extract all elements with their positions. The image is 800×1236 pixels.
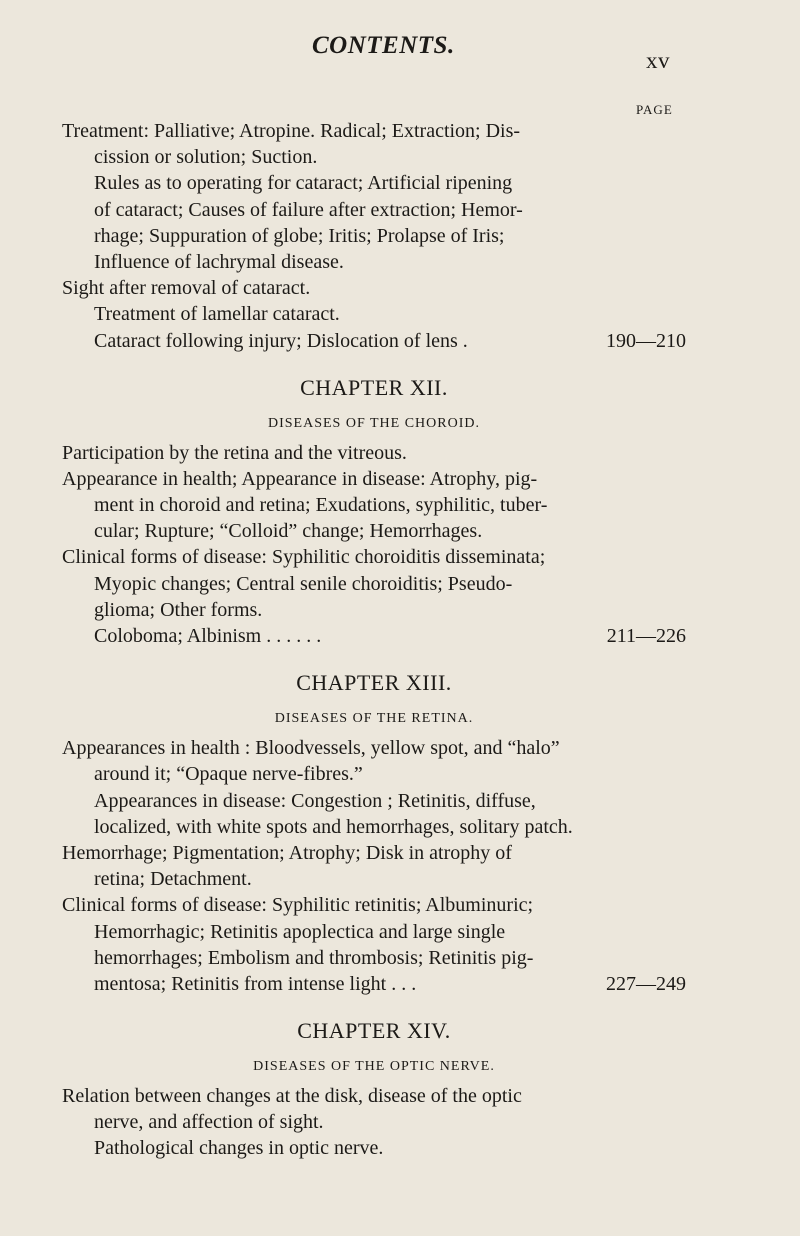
toc-page-range: 190—210 — [606, 329, 686, 352]
toc-entry-text: Clinical forms of disease: Syphilitic retinitis; Albuminuric; — [62, 894, 534, 917]
toc-line — [62, 919, 686, 945]
toc-entry-text: Clinical forms of disease: Syphilitic choroiditis disseminata; — [62, 546, 546, 569]
toc-line — [62, 761, 686, 787]
toc-entry-text: Treatment of lamellar cataract. — [94, 303, 340, 326]
toc-entry-text: ment in choroid and retina; Exudations, syphilitic, tuber- — [94, 494, 548, 517]
chapter-subtitle: DISEASES OF THE OPTIC NERVE. — [253, 1059, 495, 1075]
toc-entry-text: mentosa; Retinitis from intense light . . . — [94, 972, 417, 995]
toc-entry-text: Appearances in disease: Congestion ; Retinitis, diffuse, — [94, 789, 536, 812]
toc-entry-text: Coloboma; Albinism . . . . . . — [94, 625, 322, 647]
toc-line — [62, 840, 686, 866]
chapter-subtitle: DISEASES OF THE RETINA. — [274, 711, 474, 727]
running-title: CONTENTS. — [312, 32, 455, 59]
toc-entry-text: Rules as to operating for cataract; Artificial ripening — [94, 172, 513, 195]
toc-line — [62, 170, 686, 196]
toc-entry-text: Influence of lachrymal disease. — [94, 250, 344, 273]
toc-entry-text: Myopic changes; Central senile choroiditis; Pseudo- — [94, 572, 513, 595]
toc-line — [62, 623, 686, 649]
toc-entry-text: around it; “Opaque nerve-fibres.” — [94, 763, 363, 786]
toc-entry-text: glioma; Other forms. — [94, 598, 263, 621]
toc-entry-text: localized, with white spots and hemorrhages, solitary patch. — [94, 815, 573, 838]
toc-entry-text: Hemorrhage; Pigmentation; Atrophy; Disk in atrophy of — [62, 841, 512, 864]
toc-line — [62, 597, 686, 623]
toc-line — [62, 144, 686, 170]
toc-line — [62, 1109, 686, 1135]
toc-line — [62, 1083, 686, 1109]
toc-entry-text: Appearances in health : Bloodvessels, yellow spot, and “halo” — [62, 737, 560, 760]
toc-line — [62, 788, 686, 814]
chapter-heading: CHAPTER XIII. — [296, 670, 452, 696]
toc-page-range: 227—249 — [606, 972, 686, 995]
toc-entry-text: of cataract; Causes of failure after extraction; Hemor- — [94, 198, 523, 221]
toc-line — [62, 466, 686, 492]
toc-line — [62, 866, 686, 892]
toc-line — [62, 518, 686, 544]
toc-line — [62, 328, 686, 354]
chapter-heading: CHAPTER XII. — [300, 374, 448, 400]
toc-line — [62, 275, 686, 301]
toc-page-range: 211—226 — [606, 625, 686, 647]
toc-entry-text: cular; Rupture; “Colloid” change; Hemorrhages. — [94, 520, 483, 543]
page-column-heading: PAGE — [636, 102, 673, 117]
toc-line — [62, 814, 686, 840]
toc-line — [62, 118, 686, 144]
page-number: xv — [646, 48, 670, 73]
toc-entry-text: Sight after removal of cataract. — [62, 277, 311, 300]
table-of-contents — [62, 118, 686, 1162]
toc-entry-text: Appearance in health; Appearance in disease: Atrophy, pig- — [62, 467, 538, 490]
toc-line — [62, 223, 686, 249]
toc-line — [62, 301, 686, 327]
toc-line — [62, 735, 686, 761]
toc-line — [62, 544, 686, 570]
toc-line — [62, 249, 686, 275]
toc-line — [62, 945, 686, 971]
toc-entry-text: Treatment: Palliative; Atropine. Radical; Extraction; Dis- — [62, 120, 521, 142]
toc-entry-text: Pathological changes in optic nerve. — [94, 1137, 384, 1160]
toc-entry-text: hemorrhages; Embolism and thrombosis; Retinitis pig- — [94, 946, 534, 969]
toc-line — [62, 571, 686, 597]
toc-entry-text: nerve, and affection of sight. — [94, 1111, 324, 1134]
toc-entry-text: Cataract following injury; Dislocation of lens . — [94, 329, 468, 352]
toc-entry-text: Hemorrhagic; Retinitis apoplectica and large single — [94, 920, 506, 943]
toc-line — [62, 440, 686, 466]
chapter-heading: CHAPTER XIV. — [297, 1018, 451, 1044]
running-head — [0, 32, 800, 72]
chapter-subtitle: DISEASES OF THE CHOROID. — [268, 415, 480, 431]
toc-entry-text: cission or solution; Suction. — [94, 146, 318, 169]
toc-entry-text: Participation by the retina and the vitreous. — [62, 441, 407, 464]
toc-line — [62, 1135, 686, 1161]
toc-line — [62, 971, 686, 997]
toc-line — [62, 492, 686, 518]
toc-line — [62, 892, 686, 918]
toc-entry-text: Relation between changes at the disk, disease of the optic — [62, 1085, 522, 1108]
toc-entry-text: retina; Detachment. — [94, 868, 252, 891]
toc-line — [62, 197, 686, 223]
toc-entry-text: rhage; Suppuration of globe; Iritis; Prolapse of Iris; — [94, 224, 505, 247]
